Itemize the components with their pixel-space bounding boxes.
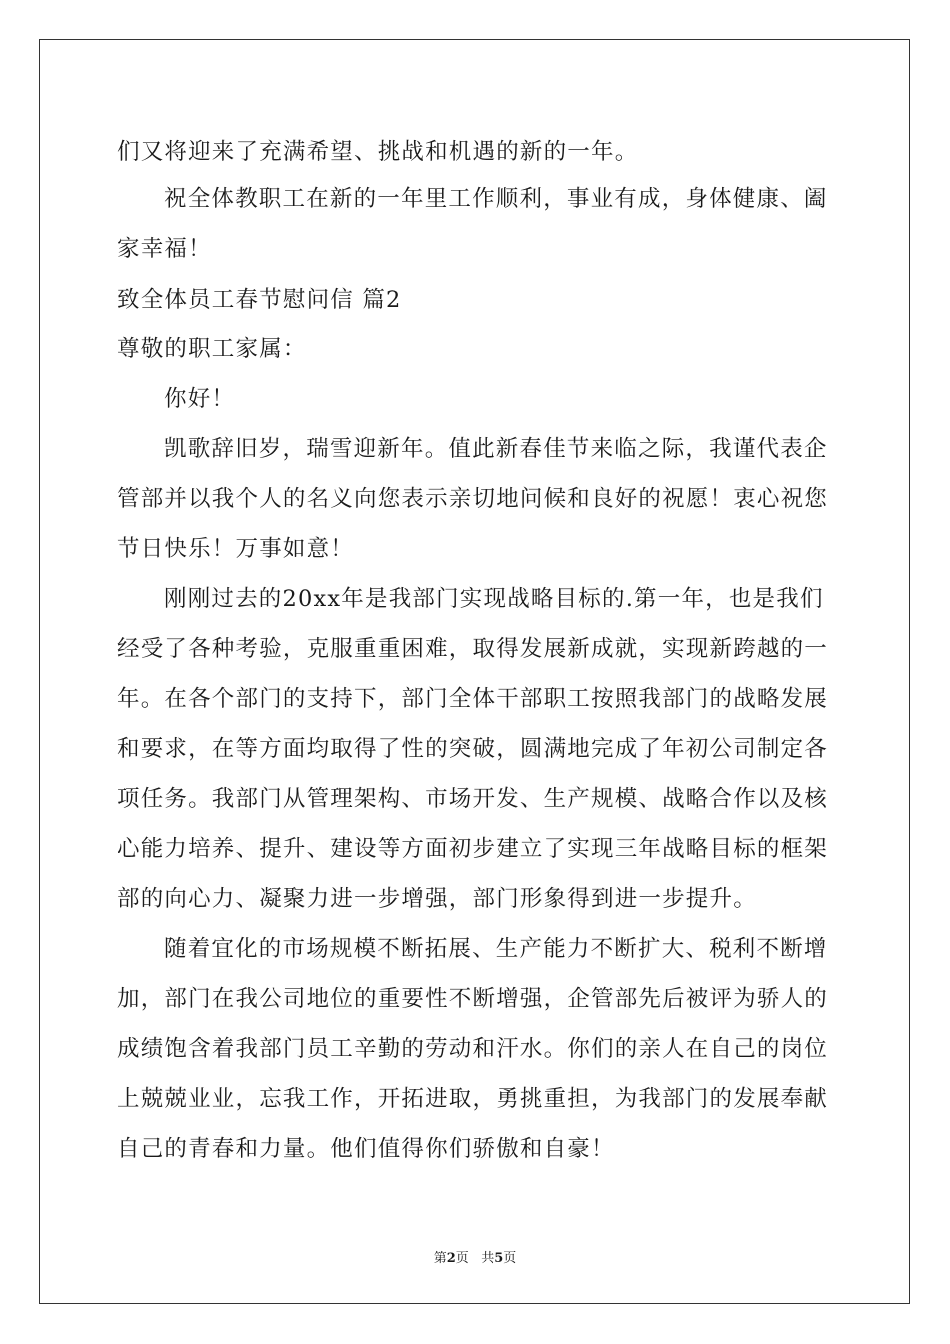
paragraph-line: 成绩饱含着我部门员工辛勤的劳动和汗水。你们的亲人在自己的岗位 [117,1036,829,1062]
section-heading: 致全体员工春节慰问信 篇2 [117,287,402,313]
paragraph-line: 部的向心力、凝聚力进一步增强，部门形象得到进一步提升。 [117,886,757,912]
page-footer [0,1247,950,1266]
paragraph-line: 节日快乐！万事如意！ [117,536,355,562]
footer-total-prefix: 共 [481,1251,495,1266]
paragraph-line: 祝全体教职工在新的一年里工作顺利，事业有成，身体健康、阖 [164,186,828,212]
paragraph-line: 凯歌辞旧岁，瑞雪迎新年。值此新春佳节来临之际，我谨代表企 [164,436,828,462]
total-pages-number: 5 [494,1251,504,1266]
paragraph-line: 家幸福！ [117,236,212,262]
paragraph-line: 和要求，在等方面均取得了性的突破，圆满地完成了年初公司制定各 [117,736,829,762]
paragraph-line: 项任务。我部门从管理架构、市场开发、生产规模、战略合作以及核 [117,786,829,812]
paragraph-line: 上兢兢业业，忘我工作，开拓进取，勇挑重担，为我部门的发展奉献 [117,1086,829,1112]
paragraph-line: 心能力培养、提升、建设等方面初步建立了实现三年战略目标的框架 [117,836,829,862]
current-page-number: 2 [446,1251,456,1266]
paragraph-line: 年。在各个部门的支持下，部门全体干部职工按照我部门的战略发展 [117,686,829,712]
paragraph-line: 刚刚过去的20xx年是我部门实现战略目标的.第一年，也是我们 [164,586,824,612]
paragraph-line: 管部并以我个人的名义向您表示亲切地问候和良好的祝愿！衷心祝您 [117,486,829,512]
paragraph-line: 加，部门在我公司地位的重要性不断增强，企管部先后被评为骄人的 [117,986,829,1012]
paragraph-line: 自己的青春和力量。他们值得你们骄傲和自豪！ [117,1136,615,1162]
greeting: 你好！ [164,386,236,412]
paragraph-line: 经受了各种考验，克服重重困难，取得发展新成就，实现新跨越的一 [117,636,829,662]
paragraph-line: 随着宜化的市场规模不断拓展、生产能力不断扩大、税利不断增 [164,936,828,962]
footer-prefix: 第 [433,1251,447,1266]
footer-total-suffix: 页 [503,1251,517,1266]
footer-page-word: 页 [455,1251,469,1266]
paragraph-line: 们又将迎来了充满希望、挑战和机遇的新的一年。 [117,139,639,165]
salutation: 尊敬的职工家属： [117,336,307,362]
